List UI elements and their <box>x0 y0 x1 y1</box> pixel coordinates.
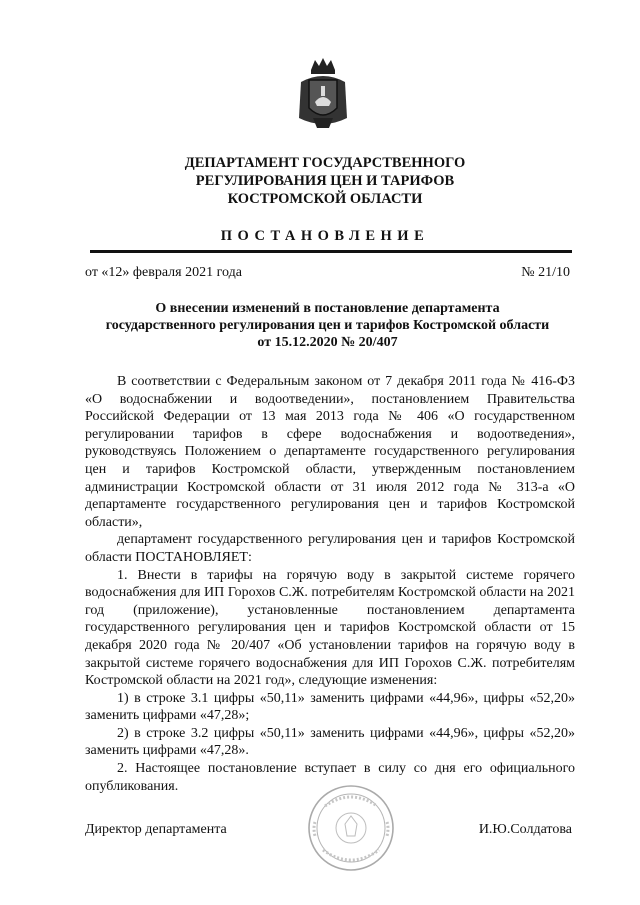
header-divider <box>90 250 572 253</box>
signatory-title: Директор департамента <box>85 822 227 837</box>
official-seal-icon <box>305 782 397 874</box>
document-body <box>85 373 575 795</box>
subject-line: от 15.12.2020 № 20/407 <box>257 335 398 350</box>
document-number: № 21/10 <box>521 265 570 280</box>
body-paragraph: 1. Внести в тарифы на горячую воду в закрытой системе горячего водоснабжения для ИП Горохов С.Ж. потребителям Костромской области на 2021 год (приложение), установленные постановлением департамента государственного регулирования цен и тарифов Костромской области от 15 декабря 2020 года № 20/407 «Об установлении тарифов на горячую воду в закрытой системе горячего водоснабжения для ИП Горохов С.Ж. потребителям Костромской области на 2021 год», следующие изменения: <box>85 567 575 689</box>
subject-line: О внесении изменений в постановление департамента <box>155 301 500 316</box>
subject-line: государственного регулирования цен и тарифов Костромской области <box>105 318 550 333</box>
department-line: РЕГУЛИРОВАНИЯ ЦЕН И ТАРИФОВ <box>195 173 455 189</box>
body-paragraph: В соответствии с Федеральным законом от 7 декабря 2011 года № 416-ФЗ «О водоснабжении и водоотведении», постановлением Правительства Российской Федерации от 13 мая 2013 года № 406 «О государственном регулировании тарифов в сфере водоснабжения и водоотведения», руководствуясь Положением о департаменте государственного регулирования цен и тарифов Костромской области, утвержденным постановлением администрации Костромской области от 31 июля 2012 года № 313-а «О департаменте государственного регулирования цен и тарифов Костромской области», <box>85 374 575 530</box>
body-paragraph: департамент государственного регулирования цен и тарифов Костромской области ПОСТАНОВЛЯЕТ: <box>85 532 575 565</box>
department-name <box>80 154 570 208</box>
document-type: ПОСТАНОВЛЕНИЕ <box>220 228 430 244</box>
coat-of-arms-icon <box>295 56 351 134</box>
signatory-name: И.Ю.Солдатова <box>478 822 572 837</box>
document-subject <box>80 300 575 351</box>
department-line: ДЕПАРТАМЕНТ ГОСУДАРСТВЕННОГО <box>184 155 466 171</box>
body-paragraph: 1) в строке 3.1 цифры «50,11» заменить цифрами «44,96», цифры «52,20» заменить цифрами «47,28»; <box>85 690 575 724</box>
department-line: КОСТРОМСКОЙ ОБЛАСТИ <box>227 191 423 207</box>
body-paragraph: 2) в строке 3.2 цифры «50,11» заменить цифрами «44,96», цифры «52,20» заменить цифрами «47,28». <box>85 725 575 759</box>
document-date: от «12» февраля 2021 года <box>85 265 242 280</box>
date-number-line <box>85 265 570 281</box>
body-paragraph: 2. Настоящее постановление вступает в силу со дня его официального опубликования. <box>85 761 575 794</box>
